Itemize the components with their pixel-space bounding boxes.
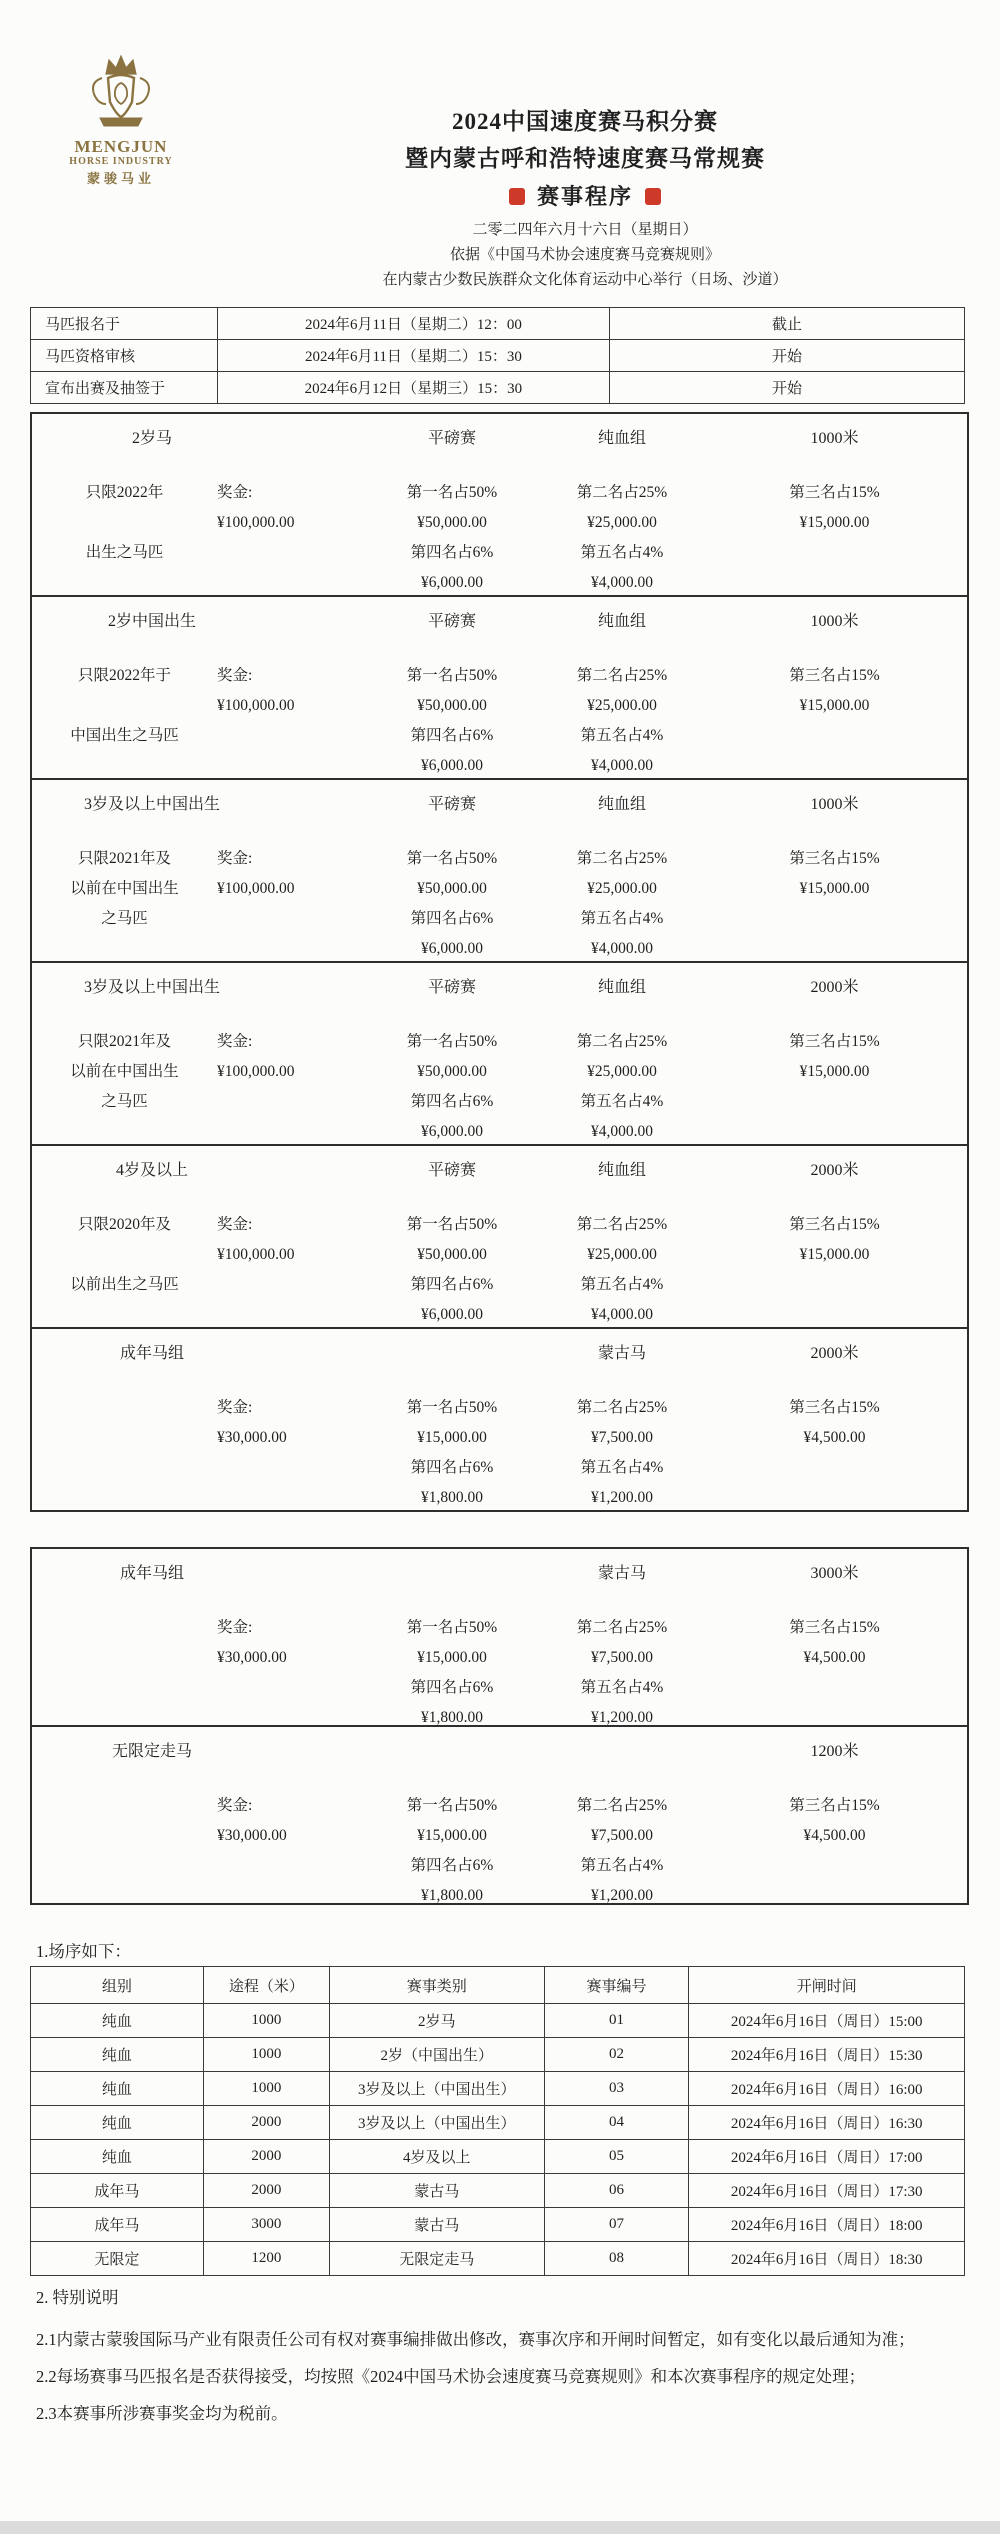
schedule-row [31,2106,965,2140]
prize-amount: ¥50,000.00 [417,514,487,531]
distance-cell: 1000 [203,2004,329,2038]
race-type [362,1343,542,1365]
prize-pct-label: 第一名占50% [406,1399,498,1416]
category-cell: 3岁及以上（中国出生） [329,2106,544,2140]
section-name: 3岁及以上中国出生 [83,796,220,813]
race-distance: 1000米 [810,796,859,813]
eligibility-line: 只限2021年及 [77,850,171,867]
prize-pct-label: 第二名占25% [576,1033,668,1050]
distance-cell: 2000 [203,2140,329,2174]
race-section-adult-mongolian-3000 [32,1549,967,1727]
schedule-row [31,2072,965,2106]
prize-pct-label: 第四名占6% [410,1679,494,1696]
category-cell: 蒙古马 [329,2208,544,2242]
eligibility-line: 以前出生之马匹 [70,1276,179,1293]
prize-pct-label: 第二名占25% [576,1619,668,1636]
eligibility-line: 只限2022年于 [77,667,171,684]
venue-line: 在内蒙古少数民族群众文化体育运动中心举行（日场、沙道） [382,272,788,288]
prize-pct-label: 第一名占50% [406,667,498,684]
eligibility-line: 只限2021年及 [77,1033,171,1050]
race-number-cell: 03 [544,2072,689,2106]
prize-pct-label: 第五名占4% [580,544,664,561]
section-name: 4岁及以上 [115,1162,188,1179]
table-row [31,372,965,404]
prize-pct-label: 第四名占6% [410,910,494,927]
prize-pct-label: 第五名占4% [580,1679,664,1696]
prize-total: ¥30,000.00 [217,1429,287,1446]
eligibility-line [32,691,217,721]
prize-amount: ¥4,500.00 [803,1827,866,1844]
race-distance: 3000米 [810,1565,859,1582]
start-time-cell: 2024年6月16日（周日）16:30 [689,2106,965,2140]
prize-amount: ¥1,800.00 [421,1709,483,1726]
eligibility-line: 出生之马匹 [85,544,164,561]
document-header [205,104,965,293]
category-cell: 2岁（中国出生） [329,2038,544,2072]
red-highlight-mark [645,188,661,205]
race-number-cell: 08 [544,2242,689,2276]
section-name: 无限定走马 [111,1743,192,1760]
info-datetime: 2024年6月12日（星期三）15：30 [217,372,609,404]
prize-pct-label: 第一名占50% [406,1033,498,1050]
prize-pct-label: 第三名占15% [789,1797,880,1814]
eligibility-line: 之马匹 [101,1093,148,1110]
category-cell: 2岁马 [329,2004,544,2038]
program-title-text: 赛事程序 [536,184,633,209]
section-name: 2岁中国出生 [107,613,196,630]
info-label: 马匹资格审核 [31,340,218,372]
race-section-2yo-china [32,597,967,780]
prize-pct-label: 第三名占15% [789,484,880,501]
prize-total: ¥100,000.00 [217,1246,295,1263]
category-cell: 蒙古马 [329,2174,544,2208]
prize-amount: ¥4,000.00 [591,574,653,591]
page-bottom-strip [0,2521,1000,2534]
race-distance: 1000米 [810,430,859,447]
event-date-line: 二零二四年六月十六日（星期日） [472,222,698,238]
prize-amount: ¥4,500.00 [803,1649,866,1666]
prize-amount: ¥4,500.00 [803,1429,866,1446]
program-title [507,179,663,215]
eligibility-line: 以前在中国出生 [70,1063,179,1080]
prize-pct-label: 第四名占6% [410,1093,494,1110]
race-type: 平磅赛 [427,613,476,630]
race-group [542,1741,702,1763]
race-section-4yo [32,1146,967,1329]
race-group: 纯血组 [597,979,646,996]
start-time-cell: 2024年6月16日（周日）15:00 [689,2004,965,2038]
prize-pct-label: 第五名占4% [580,1459,664,1476]
prize-amount: ¥7,500.00 [591,1649,653,1666]
prize-pct-label: 第四名占6% [410,544,494,561]
schedule-row [31,2174,965,2208]
note-item: 2.3本赛事所涉赛事奖金均为税前。 [36,2404,288,2423]
start-time-cell: 2024年6月16日（周日）18:00 [689,2208,965,2242]
race-group: 纯血组 [597,613,646,630]
prize-amount: ¥15,000.00 [417,1429,487,1446]
race-number-cell: 07 [544,2208,689,2242]
prize-pct-label: 第一名占50% [406,1216,498,1233]
prize-amount: ¥4,000.00 [591,940,653,957]
table-row [31,340,965,372]
prize-pct-label: 第四名占6% [410,1459,494,1476]
category-cell: 4岁及以上 [329,2140,544,2174]
horse-crest-icon [78,52,164,136]
eligibility-line: 只限2022年 [85,484,164,501]
prize-pct-label: 第三名占15% [789,1033,880,1050]
prize-total: ¥100,000.00 [217,880,295,897]
column-header: 途程（米） [203,1967,329,2004]
race-distance: 2000米 [810,1162,859,1179]
eligibility-line [32,508,217,538]
prize-amount: ¥50,000.00 [417,1063,487,1080]
info-datetime: 2024年6月11日（星期二）15：30 [217,340,609,372]
race-type [362,1741,542,1763]
prize-amount: ¥6,000.00 [421,940,483,957]
prize-pct-label: 第二名占25% [576,1797,668,1814]
prize-amount: ¥6,000.00 [421,574,483,591]
prize-amount: ¥1,800.00 [421,1887,483,1904]
prize-amount: ¥15,000.00 [799,514,870,531]
eligibility-line: 只限2020年及 [77,1216,171,1233]
prize-amount: ¥6,000.00 [421,1306,483,1323]
prize-total: ¥100,000.00 [217,697,295,714]
prize-pct-label: 第五名占4% [580,910,664,927]
race-section-3yo-china-1000 [32,780,967,963]
prize-pct-label: 第二名占25% [576,484,668,501]
category-cell: 3岁及以上（中国出生） [329,2072,544,2106]
column-header: 赛事编号 [544,1967,689,2004]
race-group: 蒙古马 [597,1565,646,1582]
schedule-row [31,2004,965,2038]
prize-pct-label: 第四名占6% [410,1857,494,1874]
start-time-cell: 2024年6月16日（周日）15:30 [689,2038,965,2072]
notes-heading: 2. 特别说明 [36,2288,119,2307]
group-cell: 纯血 [31,2106,204,2140]
start-time-cell: 2024年6月16日（周日）16:00 [689,2072,965,2106]
prize-amount: ¥15,000.00 [799,1063,870,1080]
group-cell: 纯血 [31,2004,204,2038]
eligibility-line: 之马匹 [101,910,148,927]
race-group: 纯血组 [597,430,646,447]
prize-pct-label: 第三名占15% [789,850,880,867]
note-item: 2.1内蒙古蒙骏国际马产业有限责任公司有权对赛事编排做出修改，赛事次序和开闸时间暂定，如有变化以最后通知为准； [36,2330,915,2349]
prize-pct-label: 第一名占50% [406,850,498,867]
schedule-row [31,2140,965,2174]
prize-amount: ¥6,000.00 [421,757,483,774]
rule-line: 依据《中国马术协会速度赛马竞赛规则》 [449,247,720,263]
prize-pct-label: 第二名占25% [576,850,668,867]
race-distance: 1200米 [810,1743,859,1760]
schedule-intro: 1.场序如下： [36,1942,131,1961]
prize-amount: ¥4,000.00 [591,1123,653,1140]
race-type: 平磅赛 [427,1162,476,1179]
prize-label: 奖金: [217,484,253,501]
race-distance: 2000米 [810,979,859,996]
prize-amount: ¥6,000.00 [421,1123,483,1140]
race-number-cell: 02 [544,2038,689,2072]
prize-label: 奖金: [217,1216,253,1233]
prize-pct-label: 第三名占15% [789,1216,880,1233]
schedule-row [31,2242,965,2276]
prize-pct-label: 第五名占4% [580,1093,664,1110]
special-notes [36,2283,941,2434]
group-cell: 纯血 [31,2140,204,2174]
section-name: 2岁马 [131,430,172,447]
group-cell: 无限定 [31,2242,204,2276]
info-status: 开始 [610,340,965,372]
race-group: 纯血组 [597,1162,646,1179]
start-time-cell: 2024年6月16日（周日）18:30 [689,2242,965,2276]
distance-cell: 1000 [203,2038,329,2072]
logo-industry: HORSE INDUSTRY [69,156,173,167]
prize-amount: ¥15,000.00 [417,1827,487,1844]
prize-amount: ¥25,000.00 [587,514,657,531]
info-status: 开始 [610,372,965,404]
info-label: 马匹报名于 [31,308,218,340]
prize-label: 奖金: [217,1399,253,1416]
race-number-cell: 05 [544,2140,689,2174]
prize-amount: ¥15,000.00 [799,697,870,714]
prize-pct-label: 第一名占50% [406,484,498,501]
prize-label: 奖金: [217,667,253,684]
prize-amount: ¥1,200.00 [591,1887,653,1904]
prize-amount: ¥7,500.00 [591,1827,653,1844]
note-item: 2.2每场赛事马匹报名是否获得接受，均按照《2024中国马术协会速度赛马竞赛规则》和本次赛事程序的规定处理； [36,2367,866,2386]
prize-amount: ¥15,000.00 [417,1649,487,1666]
start-time-cell: 2024年6月16日（周日）17:30 [689,2174,965,2208]
logo-name: MENGJUN [74,137,168,156]
eligibility-line [32,1240,217,1270]
group-cell: 成年马 [31,2208,204,2242]
column-header: 组别 [31,1967,204,2004]
eligibility-line: 中国出生之马匹 [70,727,179,744]
prize-amount: ¥50,000.00 [417,697,487,714]
prize-amount: ¥7,500.00 [591,1429,653,1446]
race-type: 平磅赛 [427,430,476,447]
info-status: 截止 [610,308,965,340]
prize-label: 奖金: [217,850,253,867]
distance-cell: 3000 [203,2208,329,2242]
race-distance: 2000米 [810,1345,859,1362]
registration-info-table [30,307,965,404]
distance-cell: 2000 [203,2106,329,2140]
prize-pct-label: 第三名占15% [789,667,880,684]
prize-amount: ¥25,000.00 [587,697,657,714]
race-type: 平磅赛 [427,979,476,996]
distance-cell: 1200 [203,2242,329,2276]
prize-amount: ¥1,800.00 [421,1489,483,1506]
race-type: 平磅赛 [427,796,476,813]
group-cell: 纯血 [31,2038,204,2072]
prize-pct-label: 第五名占4% [580,727,664,744]
race-number-cell: 06 [544,2174,689,2208]
category-cell: 无限定走马 [329,2242,544,2276]
prize-pct-label: 第四名占6% [410,727,494,744]
prize-total: ¥30,000.00 [217,1827,287,1844]
column-header: 开闸时间 [689,1967,965,2004]
info-label: 宣布出赛及抽签于 [31,372,218,404]
prize-pct-label: 第五名占4% [580,1276,664,1293]
prize-amount: ¥15,000.00 [799,880,870,897]
prize-label: 奖金: [217,1797,253,1814]
section-name: 成年马组 [119,1565,184,1582]
logo-chinese: 蒙骏马业 [86,171,155,186]
prize-pct-label: 第二名占25% [576,1399,668,1416]
prize-amount: ¥25,000.00 [587,1063,657,1080]
prize-amount: ¥4,000.00 [591,757,653,774]
page-subtitle: 暨内蒙古呼和浩特速度赛马常规赛 [405,146,765,171]
prize-total: ¥100,000.00 [217,514,295,531]
prize-label: 奖金: [217,1619,253,1636]
distance-cell: 1000 [203,2072,329,2106]
page-title: 2024中国速度赛马积分赛 [452,109,718,134]
group-cell: 纯血 [31,2072,204,2106]
race-distance: 1000米 [810,613,859,630]
red-highlight-mark [509,188,525,205]
prize-amount: ¥15,000.00 [799,1246,870,1263]
section-name: 3岁及以上中国出生 [83,979,220,996]
info-datetime: 2024年6月11日（星期二）12：00 [217,308,609,340]
schedule-row [31,2038,965,2072]
distance-cell: 2000 [203,2174,329,2208]
schedule-row [31,2208,965,2242]
race-section-2yo [32,414,967,597]
schedule-table [30,1966,965,2276]
race-group: 蒙古马 [597,1345,646,1362]
prize-pct-label: 第一名占50% [406,1797,498,1814]
prize-amount: ¥25,000.00 [587,1246,657,1263]
prize-pct-label: 第一名占50% [406,1619,498,1636]
prize-amount: ¥25,000.00 [587,880,657,897]
race-program-box-1 [30,412,969,1512]
prize-pct-label: 第二名占25% [576,667,668,684]
mengjun-logo [56,52,186,188]
prize-label: 奖金: [217,1033,253,1050]
prize-pct-label: 第二名占25% [576,1216,668,1233]
prize-pct-label: 第五名占4% [580,1857,664,1874]
table-row [31,308,965,340]
race-type [362,1563,542,1585]
race-program-box-2 [30,1547,969,1905]
prize-amount: ¥1,200.00 [591,1709,653,1726]
prize-amount: ¥1,200.00 [591,1489,653,1506]
column-header: 赛事类别 [329,1967,544,2004]
race-group: 纯血组 [597,796,646,813]
prize-total: ¥30,000.00 [217,1649,287,1666]
race-section-3yo-china-2000 [32,963,967,1146]
prize-total: ¥100,000.00 [217,1063,295,1080]
prize-amount: ¥4,000.00 [591,1306,653,1323]
prize-amount: ¥50,000.00 [417,880,487,897]
race-number-cell: 01 [544,2004,689,2038]
race-section-unrestricted-pacer [32,1727,967,1903]
group-cell: 成年马 [31,2174,204,2208]
start-time-cell: 2024年6月16日（周日）17:00 [689,2140,965,2174]
prize-pct-label: 第三名占15% [789,1399,880,1416]
prize-pct-label: 第三名占15% [789,1619,880,1636]
race-number-cell: 04 [544,2106,689,2140]
section-name: 成年马组 [119,1345,184,1362]
race-section-adult-mongolian-2000 [32,1329,967,1510]
prize-pct-label: 第四名占6% [410,1276,494,1293]
prize-amount: ¥50,000.00 [417,1246,487,1263]
eligibility-line: 以前在中国出生 [70,880,179,897]
schedule-header-row [31,1967,965,2004]
